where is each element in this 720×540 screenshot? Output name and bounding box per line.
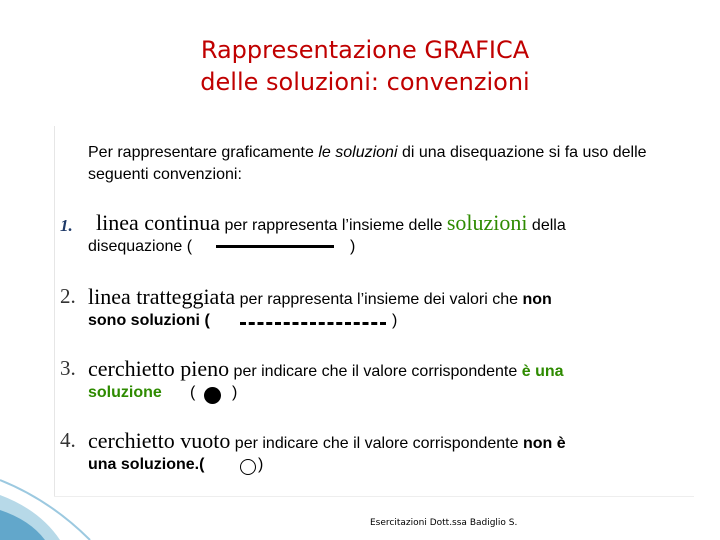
content-panel-edge [54,126,55,496]
content-panel-bottom [54,496,694,497]
item-1-text: per rappresenta l’insieme delle [220,217,447,234]
intro-paragraph [88,142,668,186]
item-4-bold: non è [522,435,566,452]
item-3-line2-text: soluzione [88,384,162,401]
item-3-text: per indicare che il valore corrispondente [229,363,522,380]
empty-circle-sample [240,459,256,475]
item-2-bold: non [522,291,552,308]
intro-text-4: : [237,166,242,183]
item-2-line2-text: sono soluzioni ( [88,312,210,329]
page-title [0,34,720,98]
item-4-number: 4. [60,428,76,452]
item-4-line2-text: una soluzione.( [88,456,205,473]
item-3-number: 3. [60,356,76,380]
item-2-text: per rappresenta l’insieme dei valori che [235,291,523,308]
item-4-term: cerchietto vuoto [88,428,231,453]
item-3-highlight: è una [521,363,564,380]
item-2-term: linea tratteggiata [88,284,236,309]
dashed-line-sample [240,322,386,325]
item-1-line2-text: disequazione ( [88,238,193,255]
title-line-1: Rappresentazione GRAFICA [200,36,530,64]
footer-credit: Esercitazioni Dott.ssa Badiglio S. [370,518,518,528]
intro-text-italic: le soluzioni [318,144,398,161]
item-4-text: per indicare che il valore corrispondente [230,435,523,452]
item-1-text-2: della [527,217,566,234]
item-4-close: ) [258,456,264,473]
solid-line-sample [216,245,334,248]
item-1-close: ) [350,238,356,255]
intro-text-3: di una disequazione si fa uso delle seguenti convenzioni [88,144,647,183]
intro-text-1: Per rappresentare graficamente [88,144,319,161]
item-1-highlight: soluzioni [446,210,528,235]
filled-circle-sample [204,387,221,404]
item-2-number: 2. [60,284,76,308]
item-2-close: ) [392,312,398,329]
item-3-close: ) [232,384,238,401]
item-3-open: ( [190,384,196,401]
title-line-2: delle soluzioni: convenzioni [200,68,530,96]
item-1-term: linea continua [96,210,221,235]
item-1-number: 1. [60,216,73,235]
item-3-term: cerchietto pieno [88,356,230,381]
